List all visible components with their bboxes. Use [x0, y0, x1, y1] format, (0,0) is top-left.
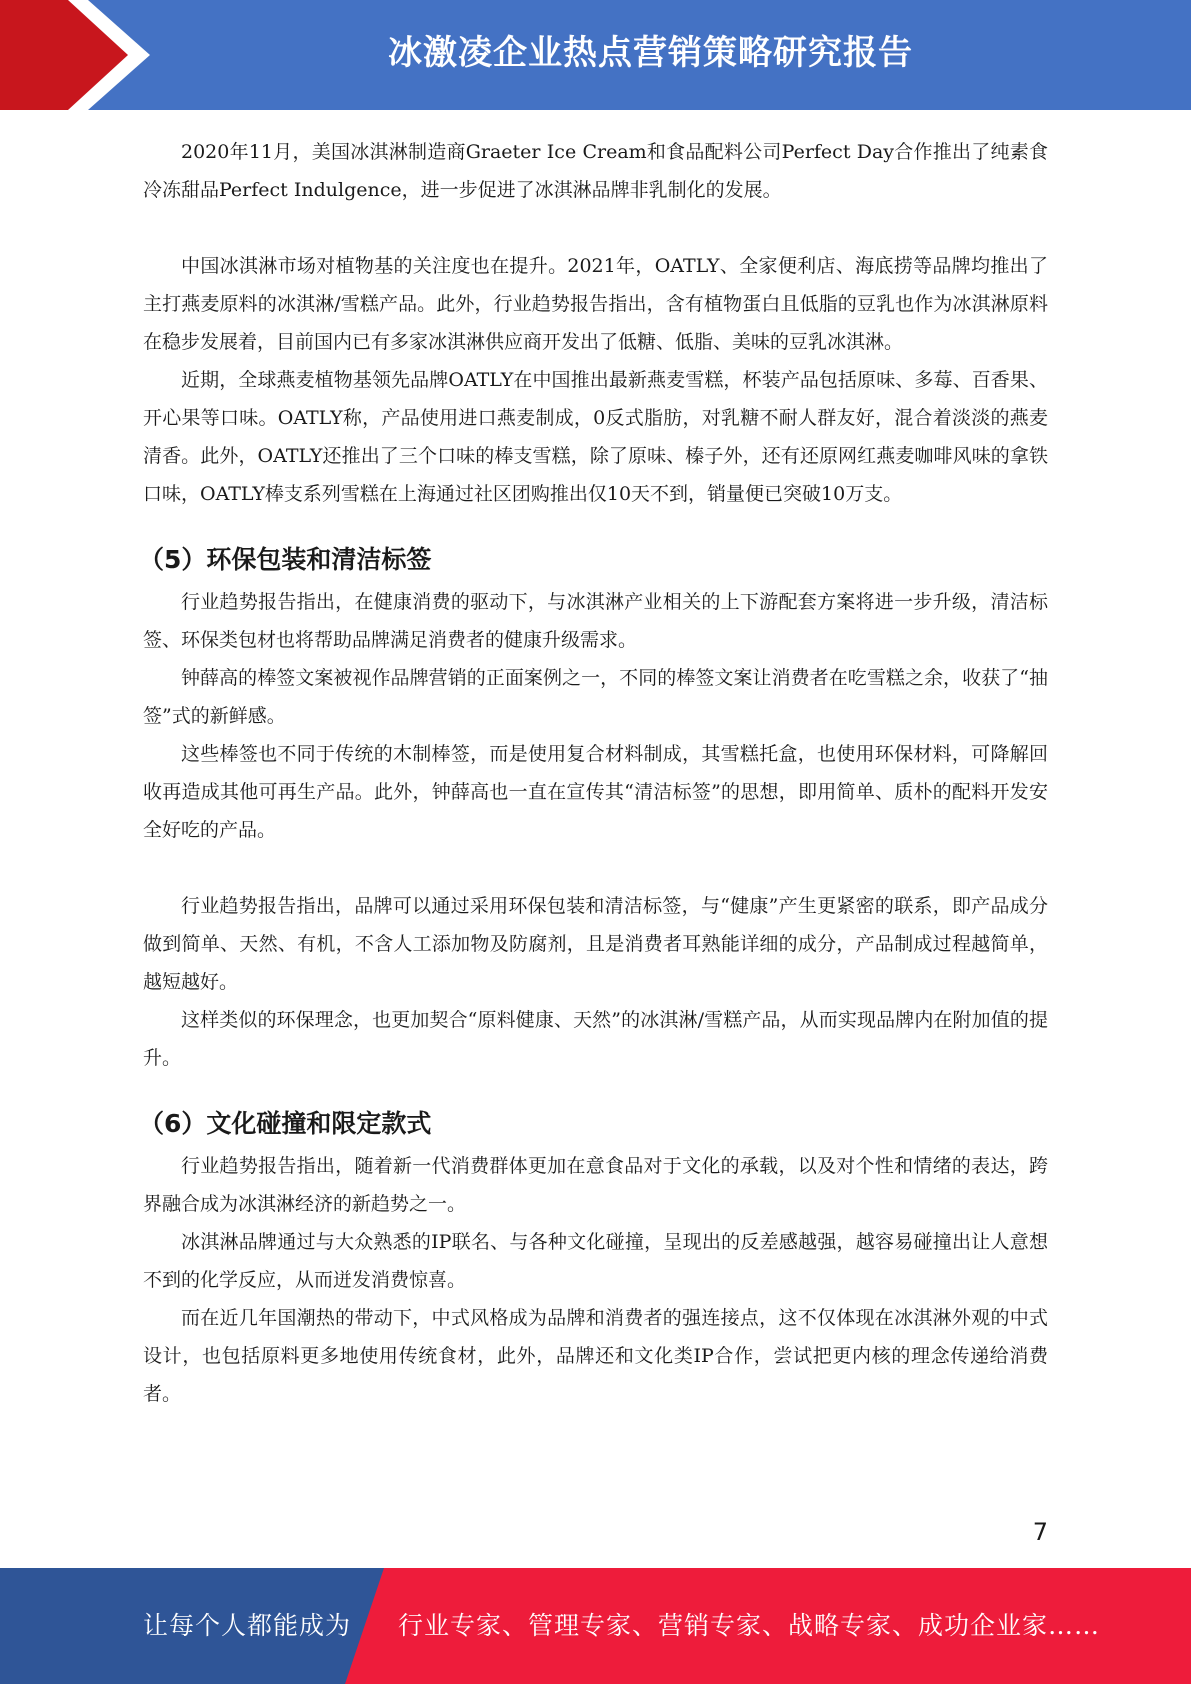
paragraph: 近期，全球燕麦植物基领先品牌OATLY在中国推出最新燕麦雪糕，杯装产品包括原味、多莓、百香果、开心果等口味。OATLY称，产品使用进口燕麦制成，0反式脂肪，对乳糖不耐人群友好，混合着淡淡的燕麦清香。此外，OATLY还推出了三个口味的棒支雪糕，除了原味、榛子外，还有还原网红燕麦咖啡风味的拿铁口味，OATLY棒支系列雪糕在上海通过社区团购推出仅10天不到，销量便已突破10万支。	[143, 369, 1048, 505]
header-arrow-decoration	[0, 0, 150, 110]
paragraph: 钟薛高的棒签文案被视作品牌营销的正面案例之一，不同的棒签文案让消费者在吃雪糕之余，收获了“抽签”式的新鲜感。	[143, 667, 1048, 727]
section-heading-6: （6）文化碰撞和限定款式	[139, 1109, 432, 1138]
paragraph: 行业趋势报告指出，在健康消费的驱动下，与冰淇淋产业相关的上下游配套方案将进一步升级，清洁标签、环保类包材也将帮助品牌满足消费者的健康升级需求。	[143, 591, 1048, 651]
page-header	[0, 0, 1191, 110]
paragraph: 中国冰淇淋市场对植物基的关注度也在提升。2021年，OATLY、全家便利店、海底捞等品牌均推出了主打燕麦原料的冰淇淋/雪糕产品。此外，行业趋势报告指出，含有植物蛋白且低脂的豆乳也作为冰淇淋原料在稳步发展着，目前国内已有多家冰淇淋供应商开发出了低糖、低脂、美味的豆乳冰淇淋。	[143, 255, 1048, 353]
section-heading-5: （5）环保包装和清洁标签	[139, 545, 432, 574]
footer-slogan-right: 行业专家、管理专家、营销专家、战略专家、成功企业家……	[398, 1611, 1101, 1640]
footer-slogan-left: 让每个人都能成为	[143, 1611, 352, 1640]
paragraph: 行业趋势报告指出，品牌可以通过采用环保包装和清洁标签，与“健康”产生更紧密的联系，即产品成分做到简单、天然、有机，不含人工添加物及防腐剂，且是消费者耳熟能详细的成分，产品制成过程越简单，越短越好。	[143, 895, 1048, 993]
paragraph: 冰淇淋品牌通过与大众熟悉的IP联名、与各种文化碰撞，呈现出的反差感越强，越容易碰撞出让人意想不到的化学反应，从而迸发消费惊喜。	[143, 1231, 1048, 1291]
paragraph: 而在近几年国潮热的带动下，中式风格成为品牌和消费者的强连接点，这不仅体现在冰淇淋外观的中式设计，也包括原料更多地使用传统食材，此外，品牌还和文化类IP合作，尝试把更内核的理念传递给消费者。	[143, 1307, 1048, 1405]
paragraph: 2020年11月，美国冰淇淋制造商Graeter Ice Cream和食品配料公司Perfect Day合作推出了纯素食冷冻甜品Perfect Indulgence，进一步促进了冰淇淋品牌非乳制化的发展。	[143, 141, 1048, 201]
report-title: 冰激凌企业热点营销策略研究报告	[388, 33, 913, 73]
page-footer	[0, 1568, 1191, 1684]
paragraph: 这样类似的环保理念，也更加契合“原料健康、天然”的冰淇淋/雪糕产品，从而实现品牌内在附加值的提升。	[143, 1009, 1048, 1069]
page-number: 7	[1032, 1518, 1048, 1546]
document-body	[139, 133, 1048, 1413]
paragraph: 这些棒签也不同于传统的木制棒签，而是使用复合材料制成，其雪糕托盒，也使用环保材料，可降解回收再造成其他可再生产品。此外，钟薛高也一直在宣传其“清洁标签”的思想，即用简单、质朴的配料开发安全好吃的产品。	[143, 743, 1048, 841]
paragraph: 行业趋势报告指出，随着新一代消费群体更加在意食品对于文化的承载，以及对个性和情绪的表达，跨界融合成为冰淇淋经济的新趋势之一。	[143, 1155, 1048, 1215]
